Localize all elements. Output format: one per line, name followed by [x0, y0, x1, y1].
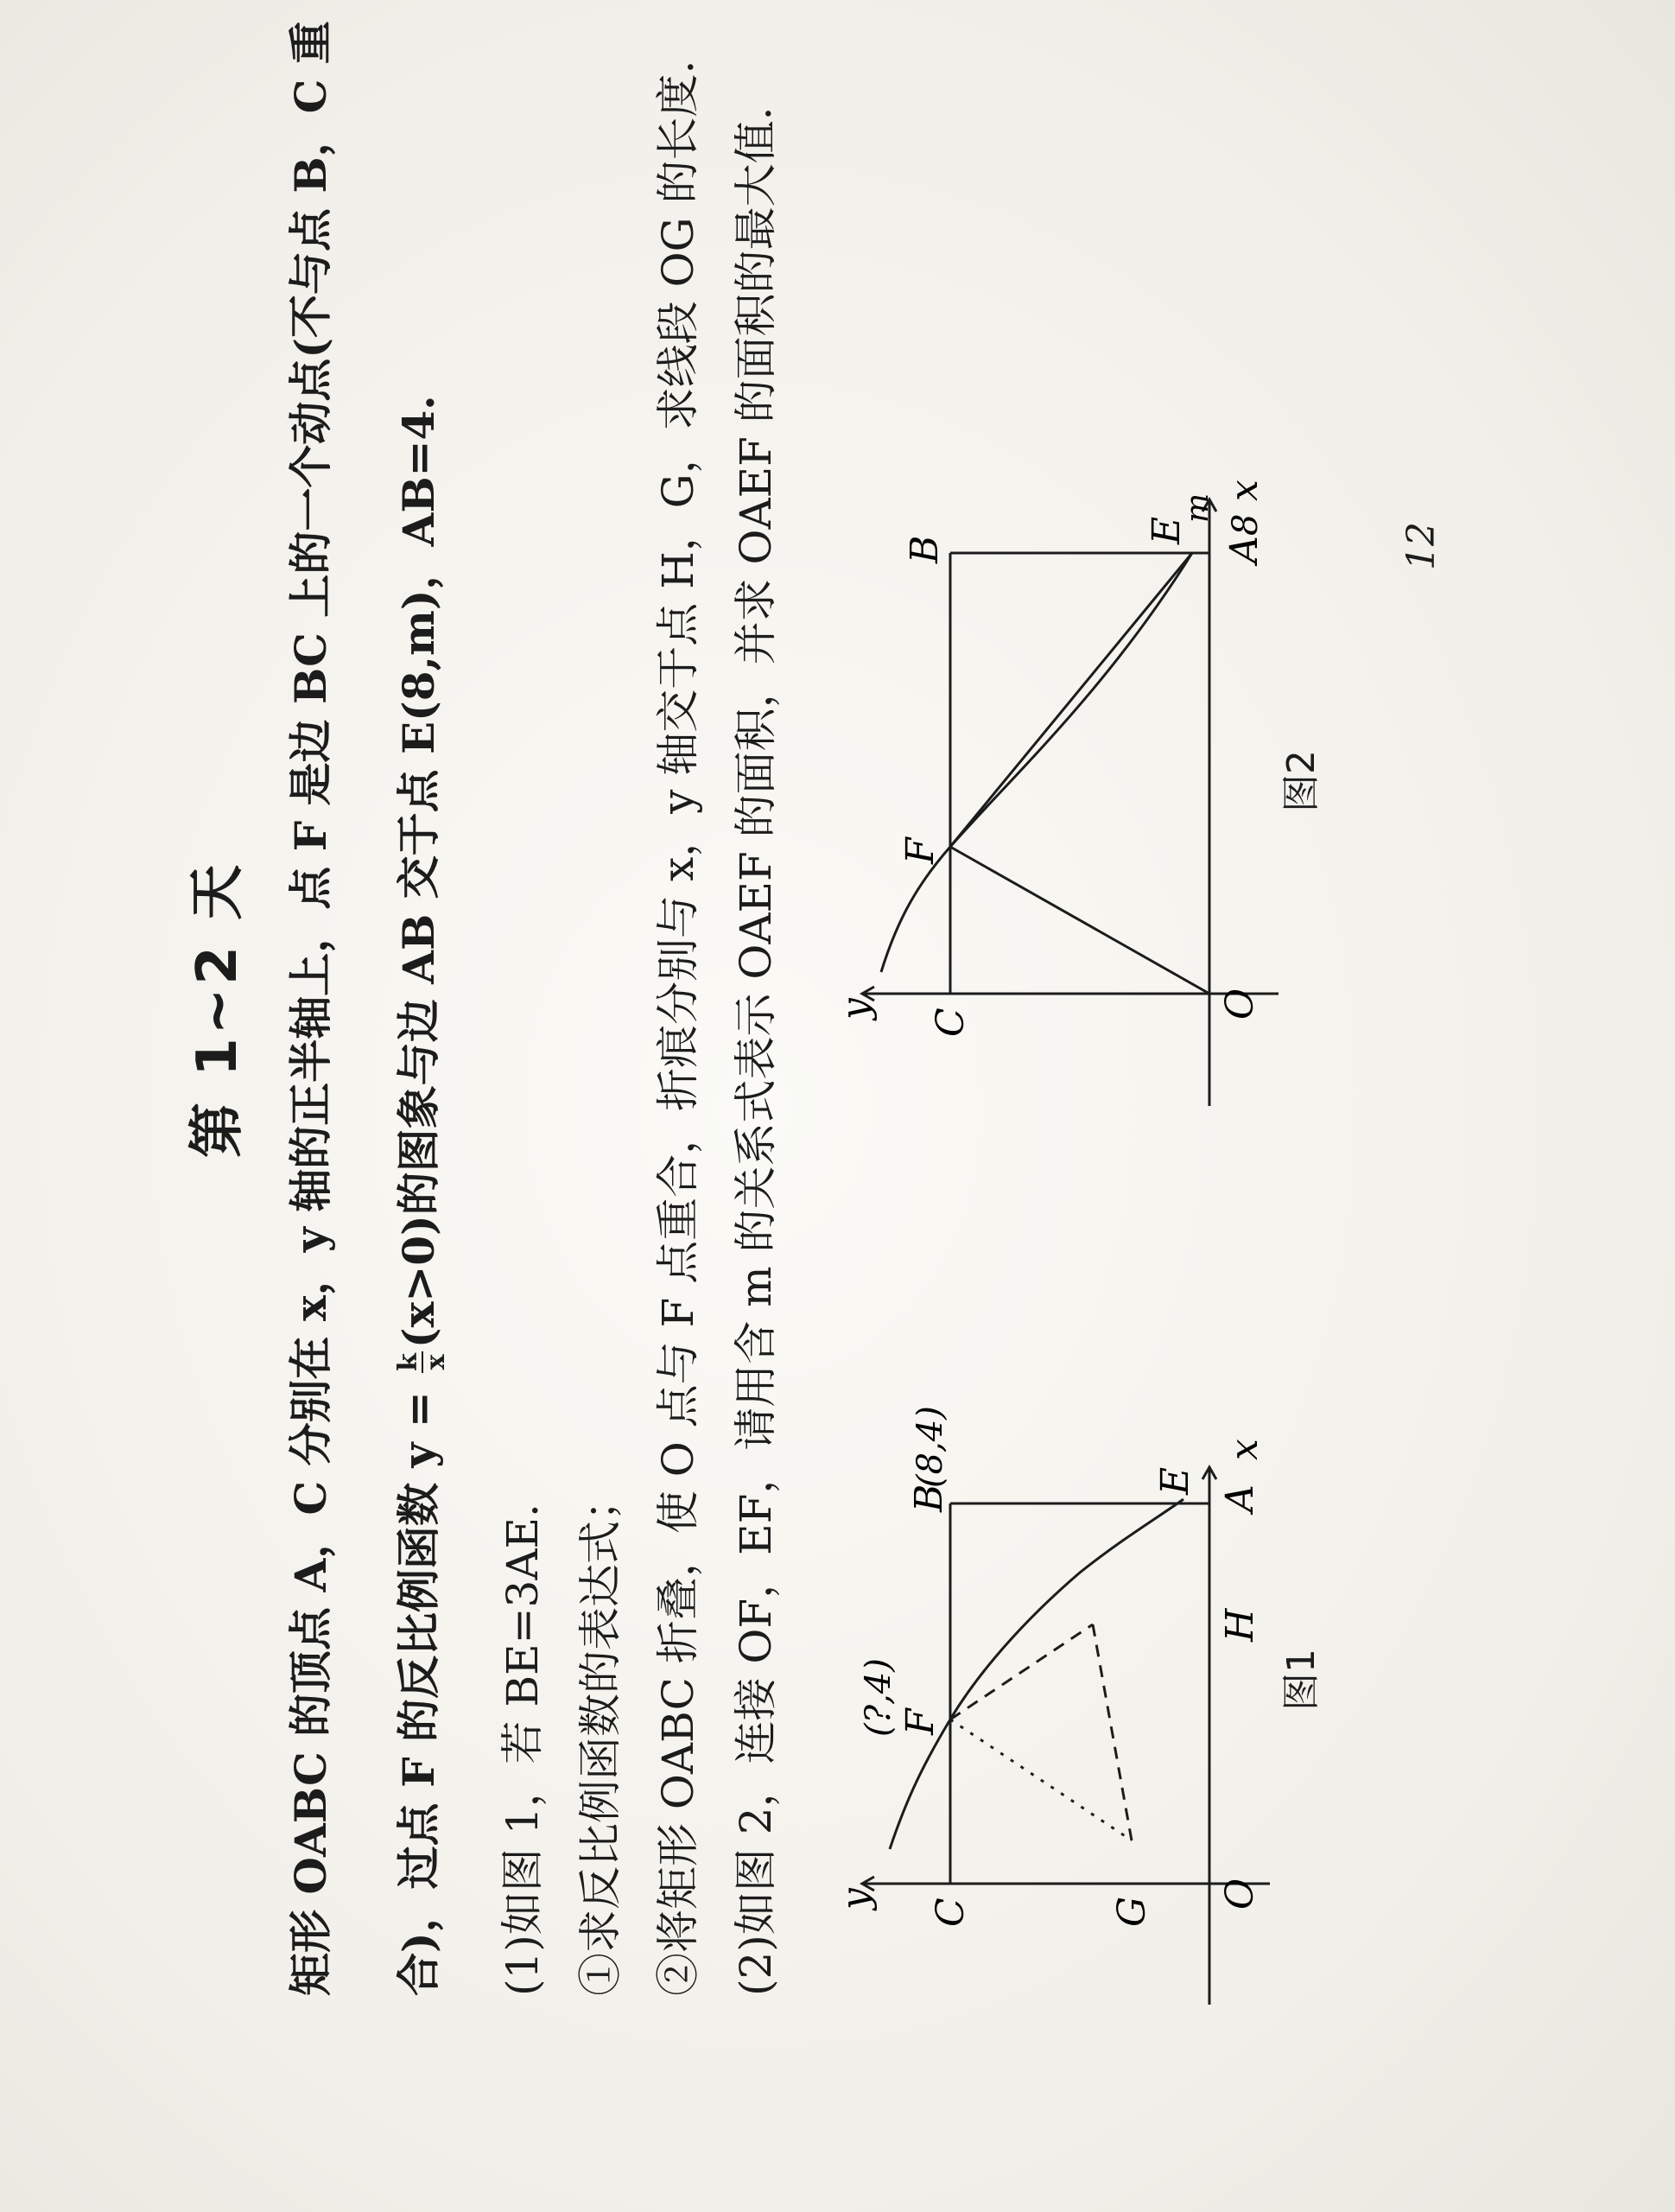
fig2-label-a: A [1222, 536, 1266, 563]
fig1-label-h: H [1218, 1608, 1262, 1642]
fig2-segment-fe [950, 553, 1192, 847]
figure-1-caption: 图1 [1279, 1649, 1323, 1711]
fraction-denominator: x [421, 1354, 451, 1370]
fig2-handwritten-a: 8 [1226, 513, 1266, 536]
part-1-heading: (1)如图 1，若 BE=3AE. [498, 1503, 548, 1996]
problem-line-1: 矩形 OABC 的顶点 A，C 分别在 x，y 轴的正半轴上，点 F 是边 BC 上的一个动点(不与点 B，C 重 [285, 21, 336, 1996]
fig2-label-e: E [1145, 516, 1189, 544]
figure-1 [821, 1382, 1323, 2056]
fig2-label-x: x [1222, 480, 1266, 501]
fig1-fold-gh [1093, 1624, 1132, 1840]
fig1-segment-fg [950, 1719, 1132, 1840]
part-1-question-2: ②将矩形 OABC 折叠，使 O 点与 F 点重合，折痕分别与 x，y 轴交于点 H，G，求线段 OG 的长度. [653, 60, 703, 1996]
figure-2-caption: 图2 [1279, 750, 1323, 812]
fig2-label-f: F [898, 837, 942, 864]
fig2-label-c: C [929, 1007, 973, 1037]
fig2-hyperbola [881, 553, 1192, 972]
fig2-handwritten-e: m [1180, 493, 1215, 523]
fraction-k-over-x [393, 1351, 451, 1373]
page-title: 第 1~2 天 [186, 861, 250, 1158]
part-1-question-1: ①求反比例函数的表达式； [575, 1478, 625, 1996]
fig1-label-a: A [1218, 1484, 1262, 1512]
fig1-label-b: B [907, 1484, 951, 1512]
fig1-handwritten-f: (?,4) [859, 1658, 898, 1737]
fraction-numerator: k [393, 1353, 423, 1371]
handwritten-page-note: 12 [1399, 522, 1443, 570]
fig1-label-y: y [834, 1888, 878, 1910]
problem-line-2b: (x>0)的图象与边 AB 交于点 E(8,m)，AB=4. [393, 395, 444, 1349]
fig2-label-y: y [834, 998, 878, 1020]
fig2-label-b: B [903, 535, 947, 563]
figure-1-svg [821, 1382, 1304, 2056]
fig2-segment-of [950, 847, 1209, 994]
problem-line-2a: 合)，过点 F 的反比例函数 y = [393, 1376, 444, 1996]
fig2-label-o: O [1218, 988, 1262, 1020]
fig1-label-o: O [1218, 1878, 1262, 1910]
part-2-question: (2)如图 2，连接 OF，EF，请用含 m 的关系式表示 OAEF 的面积，并求 OAEF 的面积的最大值. [731, 106, 781, 1996]
fig1-segment-fh [950, 1624, 1093, 1719]
fig1-label-c: C [929, 1897, 973, 1927]
fig1-hyperbola [890, 1499, 1183, 1849]
fig1-label-x: x [1222, 1439, 1266, 1460]
problem-line-2 [393, 395, 449, 1996]
fig1-label-f: F [898, 1708, 942, 1735]
fig1-label-g: G [1110, 1896, 1154, 1927]
fig1-label-e: E [1153, 1466, 1197, 1495]
figure-2 [821, 480, 1323, 1192]
fig1-handwritten-b: (8,4) [910, 1406, 950, 1488]
figure-2-svg [821, 480, 1304, 1192]
